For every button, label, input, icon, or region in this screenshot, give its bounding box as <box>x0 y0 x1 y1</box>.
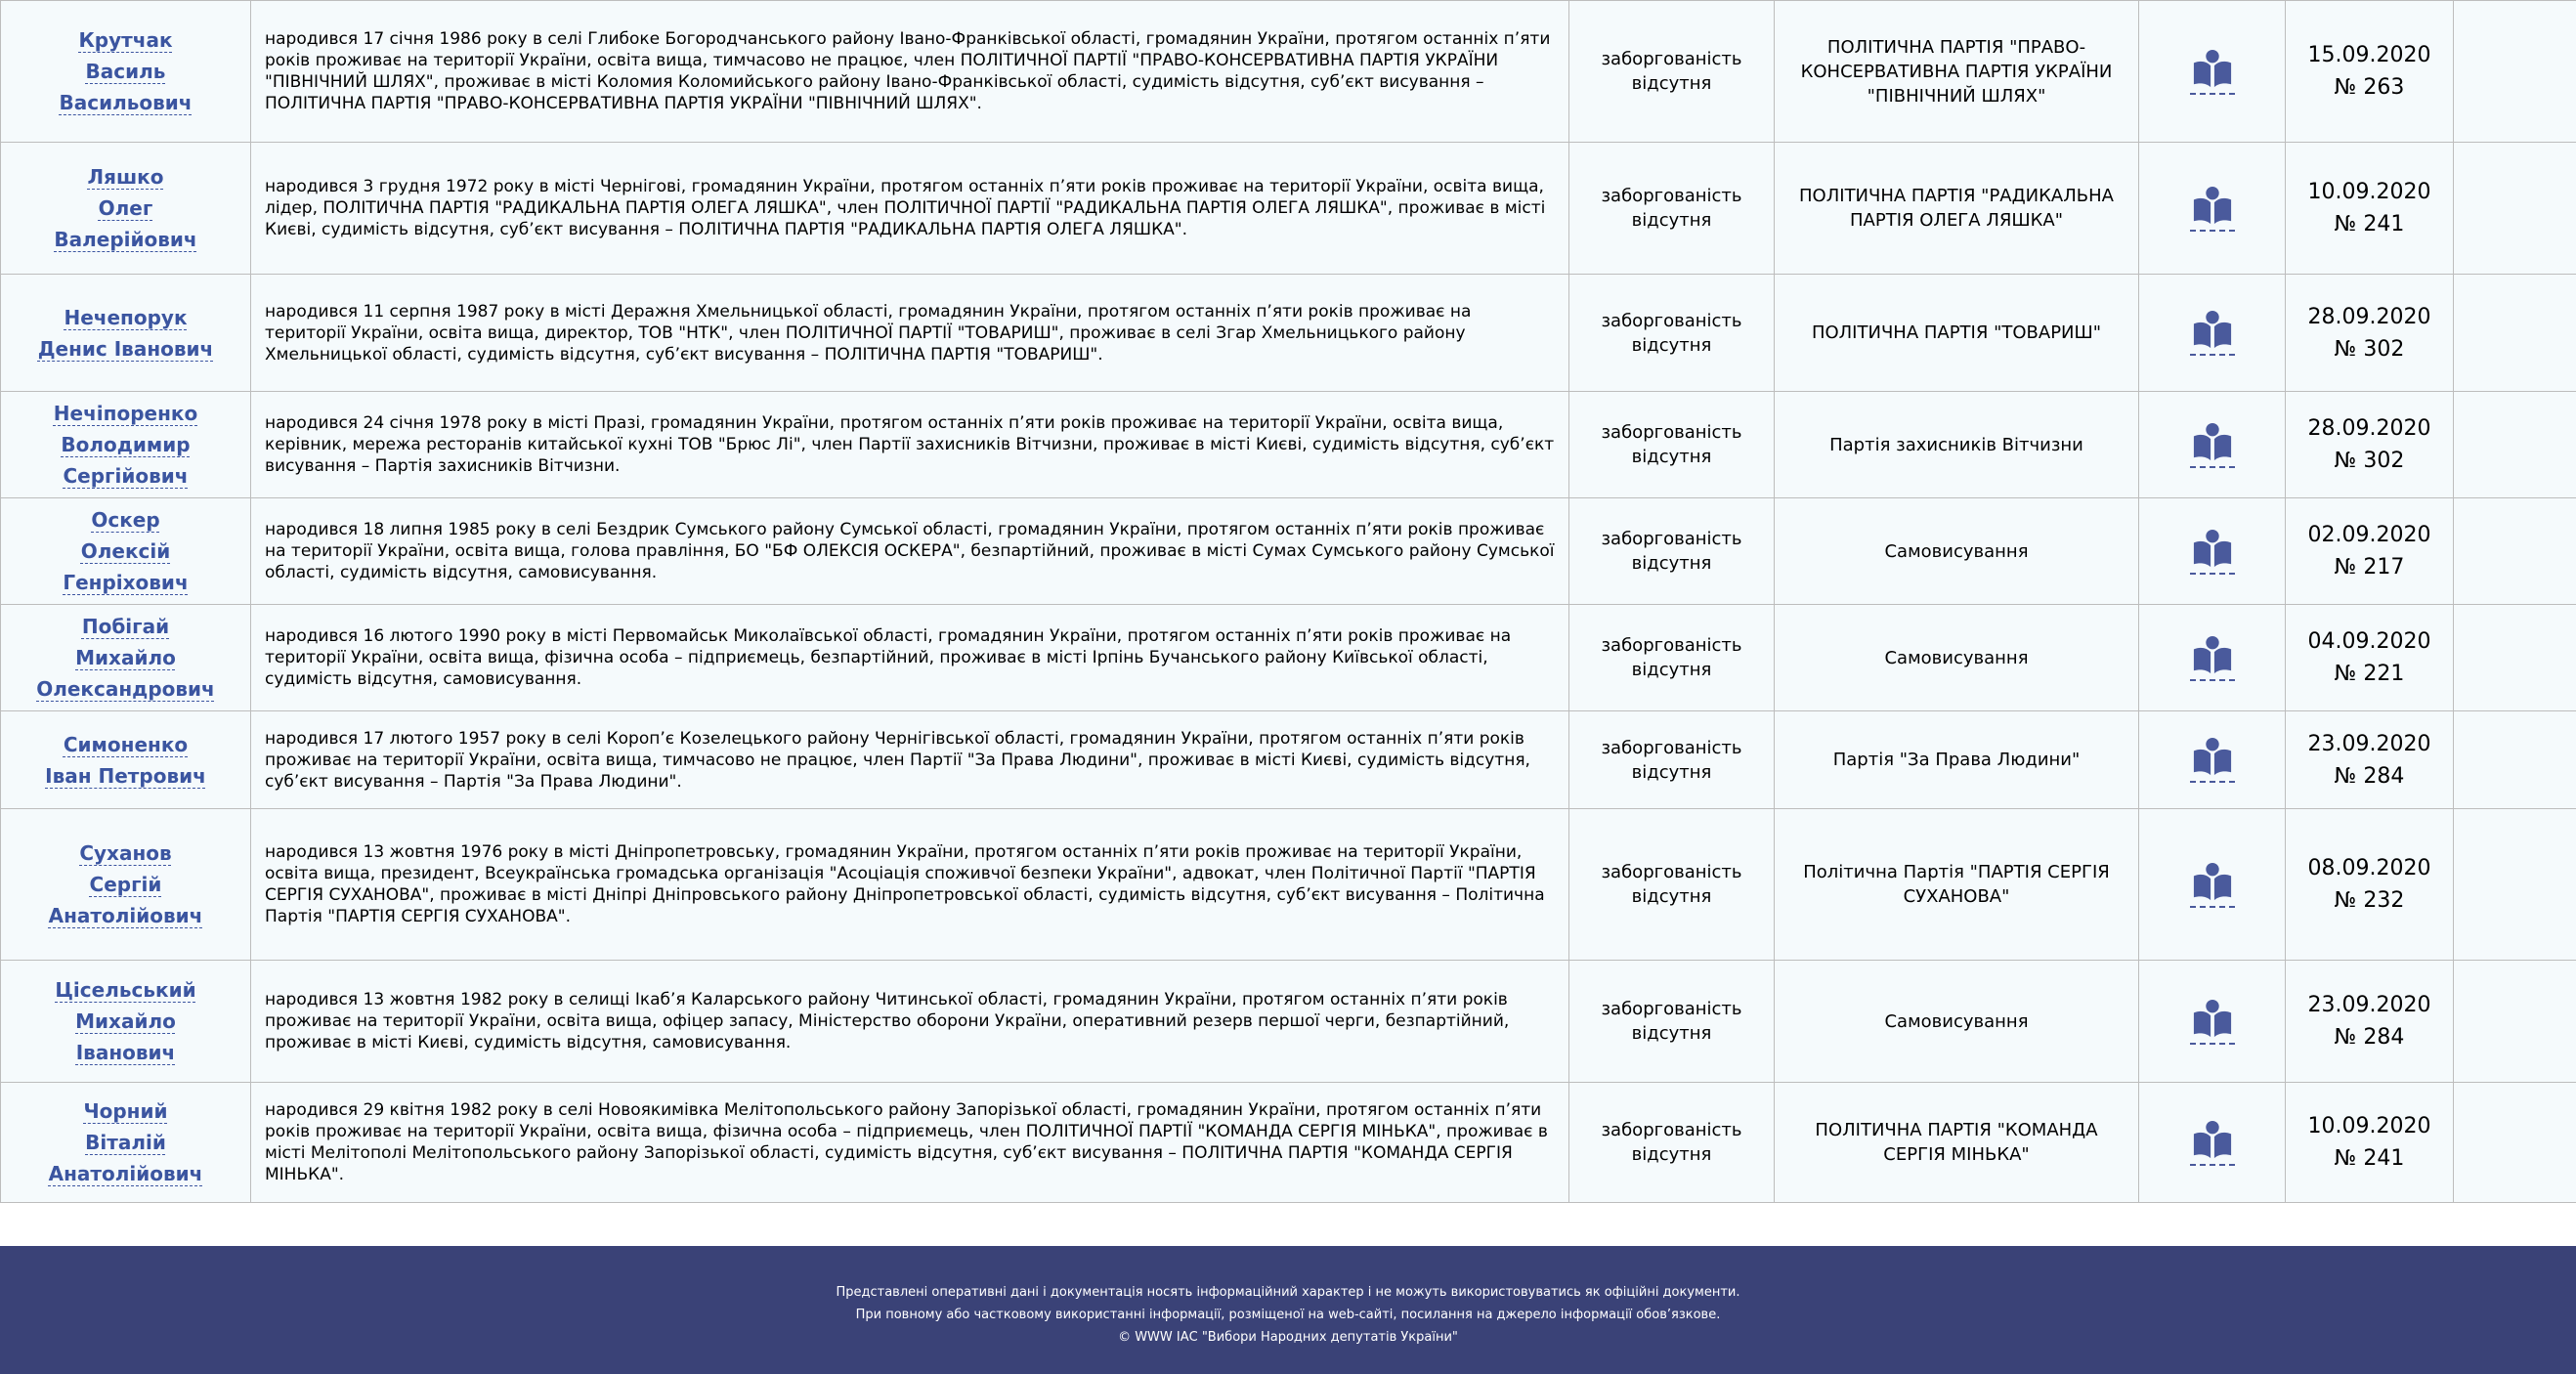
candidate-name-line: Олексій <box>81 539 171 563</box>
candidate-name-link[interactable] <box>38 306 214 361</box>
candidate-name-line: Оскер <box>91 508 159 532</box>
candidate-name-line: Побігай <box>82 615 169 638</box>
documents-link[interactable] <box>2190 186 2235 232</box>
candidate-name-line: Нечіпоренко <box>54 402 197 425</box>
debt-status: заборгованість відсутня <box>1579 860 1764 909</box>
candidate-bio: народився 17 лютого 1957 року в селі Короп’є Козелецького району Чернігівської області, громадянин України, протягом останніх п’яти років проживає на території України, освіта вища, тимчасово не працює, член Партії "За Права Людини", проживає в місті Києві, судимість відсутня, суб’єкт висування – Партія "За Права Людини". <box>265 728 1555 793</box>
documents-link[interactable] <box>2190 999 2235 1045</box>
candidate-name-line: Олександрович <box>36 677 215 701</box>
candidate-name-line: Суханов <box>79 841 171 865</box>
candidate-name-line: Генріхович <box>63 571 188 594</box>
candidate-name-line: Цісельський <box>55 978 195 1002</box>
candidate-bio: народився 17 січня 1986 року в селі Глибоке Богородчанського району Івано-Франківської області, громадянин України, протягом останніх п’яти років проживає на території України, освіта вища, тимчасово не працює, член ПОЛІТИЧНОЇ ПАРТІЇ "ПРАВО-КОНСЕРВАТИВНА ПАРТІЯ УКРАЇНИ "ПІВНІЧНИЙ ШЛЯХ", проживає в місті Коломия Коломийського району Івано-Франківської області, судимість відсутня, суб’єкт висування – ПОЛІТИЧНА ПАРТІЯ "ПРАВО-КОНСЕРВАТИВНА ПАРТІЯ УКРАЇНИ "ПІВНІЧНИЙ ШЛЯХ". <box>265 28 1555 114</box>
candidate-name-line: Василь <box>86 60 166 83</box>
nominating-party: ПОЛІТИЧНА ПАРТІЯ "ПРАВО-КОНСЕРВАТИВНА ПАРТІЯ УКРАЇНИ "ПІВНІЧНИЙ ШЛЯХ" <box>1786 35 2126 108</box>
candidate-name-line: Денис Іванович <box>38 337 214 361</box>
debt-status: заборгованість відсутня <box>1579 184 1764 233</box>
footer-disclaimer-line1: Представлені оперативні дані і документація носять інформаційний характер і не можуть використовуватись як офіційні документи. <box>0 1281 2576 1304</box>
empty-cell <box>2454 1083 2576 1203</box>
candidate-bio: народився 29 квітня 1982 року в селі Новоякимівка Мелітопольського району Запорізької області, громадянин України, протягом останніх п’яти років проживає на території України, освіта вища, фізична особа – підприємець, член ПОЛІТИЧНОЇ ПАРТІЇ "КОМАНДА СЕРГІЯ МІНЬКА", проживає в місті Мелітополі Мелітопольського району Запорізької області, судимість відсутня, суб’єкт висування – ПОЛІТИЧНА ПАРТІЯ "КОМАНДА СЕРГІЯ МІНЬКА". <box>265 1099 1555 1185</box>
candidate-name-line: Анатолійович <box>49 904 203 927</box>
book-reader-icon <box>2190 422 2235 463</box>
candidate-name-line: Васильович <box>59 91 192 114</box>
documents-link[interactable] <box>2190 635 2235 681</box>
documents-link[interactable] <box>2190 422 2235 468</box>
candidate-name-line: Валерійович <box>54 228 196 251</box>
table-row <box>1 143 2576 275</box>
registration-number: № 232 <box>2292 884 2447 917</box>
candidate-name-line: Крутчак <box>78 28 172 52</box>
nominating-party: ПОЛІТИЧНА ПАРТІЯ "КОМАНДА СЕРГІЯ МІНЬКА" <box>1786 1118 2126 1167</box>
candidate-name-line: Анатолійович <box>49 1162 203 1185</box>
empty-cell <box>2454 498 2576 605</box>
candidate-name-line: Сергій <box>90 873 162 896</box>
table-row <box>1 275 2576 392</box>
debt-status: заборгованість відсутня <box>1579 997 1764 1046</box>
registration-date: 10.09.2020 <box>2292 176 2447 208</box>
nominating-party: ПОЛІТИЧНА ПАРТІЯ "ТОВАРИШ" <box>1786 321 2126 345</box>
registration-number: № 217 <box>2292 551 2447 583</box>
candidate-bio: народився 18 липня 1985 року в селі Бездрик Сумського району Сумської області, громадянин України, протягом останніх п’яти років проживає на території України, освіта вища, голова правління, БО "БФ ОЛЕКСІЯ ОСКЕРА", безпартійний, проживає в місті Сумах Сумського району Сумської області, судимість відсутня, самовисування. <box>265 519 1555 583</box>
documents-link[interactable] <box>2190 310 2235 356</box>
empty-cell <box>2454 605 2576 711</box>
candidate-bio: народився 13 жовтня 1982 року в селищі Ікаб’я Каларського району Читинської області, громадянин України, протягом останніх п’яти років проживає на території України, освіта вища, офіцер запасу, Міністерство оборони України, оперативний резерв першої черги, безпартійний, проживає в місті Києві, судимість відсутня, самовисування. <box>265 989 1555 1053</box>
registration-date: 28.09.2020 <box>2292 301 2447 333</box>
table-row <box>1 498 2576 605</box>
documents-link[interactable] <box>2190 529 2235 575</box>
empty-cell <box>2454 961 2576 1083</box>
debt-status: заборгованість відсутня <box>1579 736 1764 785</box>
footer-copyright: © WWW ІАС "Вибори Народних депутатів України" <box>0 1326 2576 1349</box>
nominating-party: Політична Партія "ПАРТІЯ СЕРГІЯ СУХАНОВА" <box>1786 860 2126 909</box>
candidate-name-link[interactable] <box>54 165 196 251</box>
registration-number: № 241 <box>2292 1142 2447 1175</box>
empty-cell <box>2454 809 2576 961</box>
candidate-name-line: Чорний <box>83 1099 167 1123</box>
candidate-name-link[interactable] <box>49 841 203 927</box>
table-footer-gap <box>0 1203 2576 1246</box>
candidate-name-link[interactable] <box>59 28 192 114</box>
empty-cell <box>2454 1 2576 143</box>
nominating-party: ПОЛІТИЧНА ПАРТІЯ "РАДИКАЛЬНА ПАРТІЯ ОЛЕГА ЛЯШКА" <box>1786 184 2126 233</box>
registration-number: № 263 <box>2292 71 2447 104</box>
candidate-name-link[interactable] <box>54 402 197 488</box>
empty-cell <box>2454 711 2576 809</box>
candidate-name-link[interactable] <box>49 1099 203 1185</box>
book-reader-icon <box>2190 49 2235 90</box>
candidate-name-line: Ляшко <box>87 165 163 189</box>
registration-date: 15.09.2020 <box>2292 39 2447 71</box>
candidate-bio: народився 11 серпня 1987 року в місті Деражня Хмельницької області, громадянин України, протягом останніх п’яти років проживає на території України, освіта вища, директор, ТОВ "НТК", член ПОЛІТИЧНОЇ ПАРТІЇ "ТОВАРИШ", проживає в селі Згар Хмельницького району Хмельницької області, судимість відсутня, суб’єкт висування – ПОЛІТИЧНА ПАРТІЯ "ТОВАРИШ". <box>265 301 1555 365</box>
nominating-party: Самовисування <box>1786 646 2126 670</box>
registration-number: № 221 <box>2292 658 2447 690</box>
nominating-party: Партія захисників Вітчизни <box>1786 433 2126 457</box>
empty-cell <box>2454 143 2576 275</box>
table-row <box>1 711 2576 809</box>
candidate-name-line: Іван Петрович <box>45 764 206 788</box>
registration-number: № 302 <box>2292 445 2447 477</box>
candidate-bio: народився 24 січня 1978 року в місті Празі, громадянин України, протягом останніх п’яти років проживає на території України, освіта вища, керівник, мережа ресторанів китайської кухні ТОВ "Брюс Лі", член Партії захисників Вітчизни, проживає в місті Києві, судимість відсутня, суб’єкт висування – Партія захисників Вітчизни. <box>265 412 1555 477</box>
book-reader-icon <box>2190 635 2235 676</box>
debt-status: заборгованість відсутня <box>1579 633 1764 682</box>
empty-cell <box>2454 275 2576 392</box>
candidate-name-line: Іванович <box>76 1041 176 1064</box>
book-reader-icon <box>2190 186 2235 227</box>
page-footer <box>0 1246 2576 1374</box>
candidate-bio: народився 3 грудня 1972 року в місті Чернігові, громадянин України, протягом останніх п’яти років проживає на території України, освіта вища, лідер, ПОЛІТИЧНА ПАРТІЯ "РАДИКАЛЬНА ПАРТІЯ ОЛЕГА ЛЯШКА", член ПОЛІТИЧНОЇ ПАРТІЇ "РАДИКАЛЬНА ПАРТІЯ ОЛЕГА ЛЯШКА", проживає в місті Києві, судимість відсутня, суб’єкт висування – ПОЛІТИЧНА ПАРТІЯ "РАДИКАЛЬНА ПАРТІЯ ОЛЕГА ЛЯШКА". <box>265 176 1555 240</box>
nominating-party: Самовисування <box>1786 539 2126 564</box>
registration-date: 02.09.2020 <box>2292 519 2447 551</box>
table-row <box>1 605 2576 711</box>
debt-status: заборгованість відсутня <box>1579 1118 1764 1167</box>
book-reader-icon <box>2190 1120 2235 1161</box>
registration-date: 10.09.2020 <box>2292 1110 2447 1142</box>
book-reader-icon <box>2190 999 2235 1040</box>
book-reader-icon <box>2190 737 2235 778</box>
documents-link[interactable] <box>2190 1120 2235 1166</box>
nominating-party: Самовисування <box>1786 1009 2126 1034</box>
book-reader-icon <box>2190 862 2235 903</box>
candidate-name-link[interactable] <box>55 978 195 1064</box>
documents-link[interactable] <box>2190 49 2235 95</box>
debt-status: заборгованість відсутня <box>1579 527 1764 576</box>
candidate-name-line: Михайло <box>75 646 176 669</box>
candidate-name-line: Олег <box>99 196 153 220</box>
table-row <box>1 1083 2576 1203</box>
candidate-name-line: Володимир <box>61 433 190 456</box>
empty-cell <box>2454 392 2576 498</box>
candidate-name-line: Нечепорук <box>64 306 187 329</box>
registration-date: 23.09.2020 <box>2292 728 2447 760</box>
table-row <box>1 392 2576 498</box>
candidate-name-link[interactable] <box>36 615 215 701</box>
table-row <box>1 961 2576 1083</box>
candidate-bio: народився 13 жовтня 1976 року в місті Дніпропетровську, громадянин України, протягом останніх п’яти років проживає на території України, освіта вища, президент, Всеукраїнська громадська організація "Асоціація споживчої безпеки України", адвокат, член Політичної Партії "ПАРТІЯ СЕРГІЯ СУХАНОВА", проживає в місті Дніпрі Дніпровського району Дніпропетровської області, судимість відсутня, суб’єкт висування – Політична Партія "ПАРТІЯ СЕРГІЯ СУХАНОВА". <box>265 841 1555 927</box>
book-reader-icon <box>2190 529 2235 570</box>
footer-disclaimer-line2: При повному або частковому використанні інформації, розміщеної на web-сайті, посилання на джерело інформації обов’язкове. <box>0 1304 2576 1326</box>
registration-number: № 284 <box>2292 1021 2447 1053</box>
registration-date: 08.09.2020 <box>2292 852 2447 884</box>
candidate-name-line: Сергійович <box>63 464 188 488</box>
registration-number: № 302 <box>2292 333 2447 365</box>
debt-status: заборгованість відсутня <box>1579 309 1764 358</box>
table-row <box>1 809 2576 961</box>
registration-number: № 241 <box>2292 208 2447 240</box>
registration-date: 04.09.2020 <box>2292 625 2447 658</box>
candidate-name-link[interactable] <box>45 733 206 788</box>
debt-status: заборгованість відсутня <box>1579 420 1764 469</box>
registration-date: 23.09.2020 <box>2292 989 2447 1021</box>
documents-link[interactable] <box>2190 737 2235 783</box>
candidate-name-link[interactable] <box>63 508 188 594</box>
candidate-name-line: Михайло <box>75 1009 176 1033</box>
documents-link[interactable] <box>2190 862 2235 908</box>
candidate-name-line: Віталій <box>85 1131 166 1154</box>
registration-number: № 284 <box>2292 760 2447 793</box>
registration-date: 28.09.2020 <box>2292 412 2447 445</box>
nominating-party: Партія "За Права Людини" <box>1786 748 2126 772</box>
candidate-name-line: Симоненко <box>64 733 188 756</box>
candidate-bio: народився 16 лютого 1990 року в місті Первомайськ Миколаївської області, громадянин України, протягом останніх п’яти років проживає на території України, освіта вища, фізична особа – підприємець, безпартійний, проживає в місті Ірпінь Бучанського району Київської області, судимість відсутня, самовисування. <box>265 625 1555 690</box>
table-row <box>1 1 2576 143</box>
debt-status: заборгованість відсутня <box>1579 47 1764 96</box>
book-reader-icon <box>2190 310 2235 351</box>
